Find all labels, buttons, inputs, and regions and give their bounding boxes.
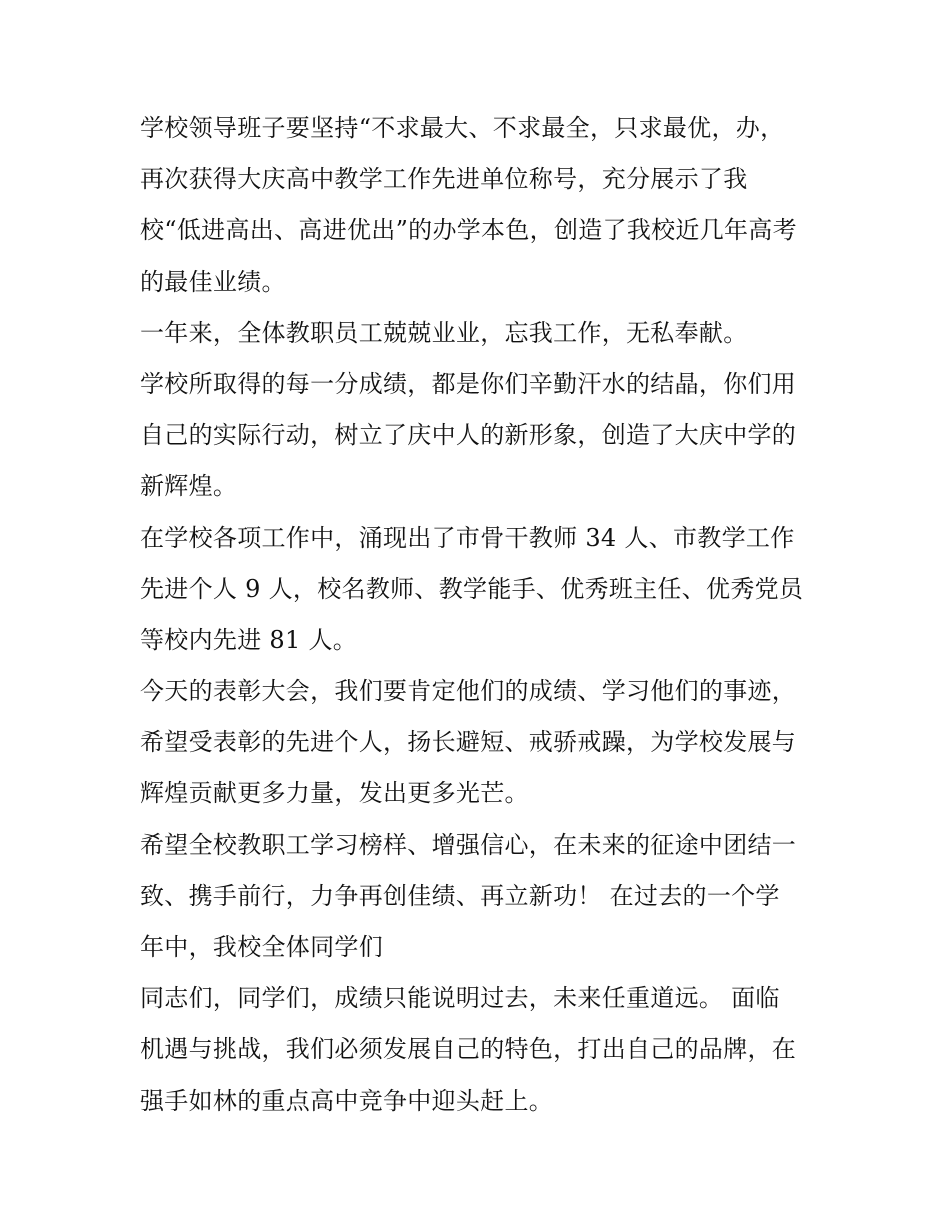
text-line: 机遇与挑战，我们必须发展自己的特色，打出自己的品牌，在 <box>140 1035 797 1064</box>
text-line: 的最佳业绩。 <box>140 267 286 296</box>
text-line: 再次获得大庆高中教学工作先进单位称号，充分展示了我 <box>140 165 748 194</box>
text-line: 自己的实际行动，树立了庆中人的新形象，创造了大庆中学的 <box>140 421 797 450</box>
text-line: 强手如林的重点高中竞争中迎头赶上。 <box>140 1086 554 1115</box>
text-line: 先进个人 9 人，校名教师、教学能手、优秀班主任、优秀党员 <box>140 574 804 603</box>
text-line: 学校领导班子要坚持“不求最大、不求最全，只求最优，办， <box>140 114 785 142</box>
text-line: 致、携手前行，力争再创佳绩、再立新功！ 在过去的一个学 <box>140 881 780 910</box>
text-line: 辉煌贡献更多力量，发出更多光芒。 <box>140 779 529 808</box>
text-line: 等校内先进 81 人。 <box>140 625 358 654</box>
text-line: 一年来，全体教职员工兢兢业业，忘我工作，无私奉献。 <box>140 318 748 347</box>
text-line: 学校所取得的每一分成绩，都是你们辛勤汗水的结晶，你们用 <box>140 369 797 398</box>
text-line: 今天的表彰大会，我们要肯定他们的成绩、学习他们的事迹， <box>140 677 797 706</box>
text-line: 校“低进高出、高进优出”的办学本色，创造了我校近几年高考 <box>140 216 797 245</box>
text-line: 希望全校教职工学习榜样、增强信心，在未来的征途中团结一 <box>140 830 797 859</box>
text-line: 新辉煌。 <box>140 472 238 501</box>
text-line: 同志们，同学们，成绩只能说明过去，未来任重道远。 面临 <box>140 984 780 1013</box>
text-line: 在学校各项工作中，涌现出了市骨干教师 34 人、市教学工作 <box>140 523 795 552</box>
text-line: 希望受表彰的先进个人，扬长避短、戒骄戒躁，为学校发展与 <box>140 728 797 757</box>
text-line: 年中，我校全体同学们 <box>140 933 383 961</box>
document-body <box>140 103 820 1127</box>
